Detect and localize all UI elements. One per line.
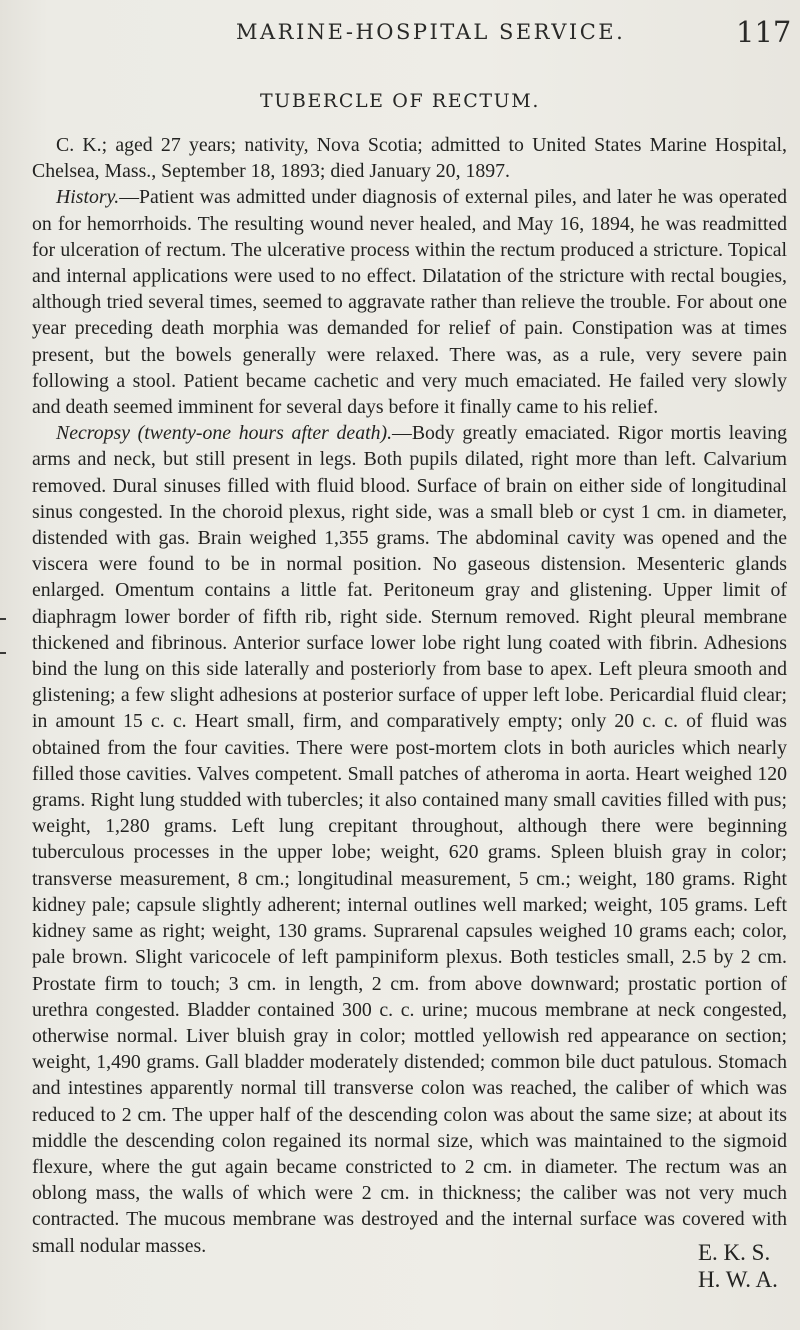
article-body [32, 132, 787, 1259]
signatures [698, 1239, 778, 1293]
necropsy-text: —Body greatly emaciated. Rigor mortis leaving arms and neck, but still present in legs. Both pupils dilated, right more than left. Calvarium removed. Dural sinuses filled with fluid blood. Surface of brain on either side of longitudinal sinus congested. In the choroid plexus, right side, was a small bleb or cyst 1 cm. in diameter, distended with gas. Brain weighed 1,355 grams. The abdominal cavity was opened and the viscera were found to be in normal position. No gaseous distension. Mesenteric glands enlarged. Omentum contains a little fat. Peritoneum gray and glistening. Upper limit of diaphragm lower border of fifth rib, right side. Sternum removed. Right pleural membrane thickened and fibrinous. Anterior surface lower lobe right lung coated with fibrin. Adhesions bind the lung on this side laterally and posteriorly from base to apex. Left pleura smooth and glistening; a few slight adhesions at posterior surface of upper left lobe. Pericardial fluid clear; in amount 15 c. c. Heart small, firm, and comparatively empty; only 20 c. c. of fluid was obtained from the four cavities. There were post-mortem clots in both auricles which nearly filled those cavities. Valves competent. Small patches of atheroma in aorta. Heart weighed 120 grams. Right lung studded with tubercles; it also contained many small cavities filled with pus; weight, 1,280 grams. Left lung crepitant throughout, although there were beginning tuberculous processes in the upper lobe; weight, 620 grams. Spleen bluish gray in color; transverse measurement, 8 cm.; longitudinal measurement, 5 cm.; weight, 180 grams. Right kidney pale; capsule slightly adherent; internal outlines well marked; weight, 105 grams. Left kidney same as right; weight, 130 grams. Suprarenal capsules weighed 10 grams each; color, pale brown. Slight varicocele of left pampiniform plexus. Both testicles small, 2.5 by 2 cm. Prostate firm to touch; 3 cm. in length, 2 cm. from above downward; prostatic portion of urethra congested. Bladder contained 300 c. c. urine; mucous membrane at neck congested, otherwise normal. Liver bluish gray in color; mottled yellowish red appearance on section; weight, 1,490 grams. Gall bladder moderately distended; common bile duct patulous. Stomach and intestines apparently normal till transverse colon was reached, the caliber of which was reduced to 2 cm. The upper half of the descending colon was about the same size; at about its middle the descending colon regained its normal size, which was maintained to the sigmoid flexure, where the gut again became constricted to 2 cm. in diameter. The rectum was an oblong mass, the walls of which were 2 cm. in thickness; the caliber was not very much contracted. The mucous membrane was destroyed and the internal surface was covered with small nodular masses. [32, 422, 787, 1257]
margin-mark [0, 652, 6, 654]
article-title: TUBERCLE OF RECTUM. [260, 90, 540, 112]
necropsy-label: Necropsy (twenty-one hours after death). [56, 422, 393, 445]
necropsy-paragraph [32, 420, 787, 1259]
running-head: MARINE-HOSPITAL SERVICE. [236, 20, 626, 44]
history-text: —Patient was admitted under diagnosis of external piles, and later he was operated on for hemorrhoids. The resulting wound never healed, and May 16, 1894, he was readmitted for ulceration of rectum. The ulcerative process within the rectum produced a stricture. Topical and internal applications were used to no effect. Dilatation of the stricture with rectal bougies, although tried several times, seemed to aggravate rather than relieve the trouble. For about one year preceding death morphia was demanded for relief of pain. Constipation was at times present, but the bowels generally were relaxed. There was, as a rule, very severe pain following a stool. Patient became cachetic and very much emaciated. He failed very slowly and death seemed imminent for several days before it finally came to his relief. [32, 186, 787, 419]
signature-1: E. K. S. [698, 1240, 771, 1265]
history-paragraph [32, 184, 787, 420]
page-number: 117 [736, 15, 792, 49]
margin-mark [0, 618, 6, 620]
case-header: C. K.; aged 27 years; nativity, Nova Scotia; admitted to United States Marine Hospital, Chelsea, Mass., September 18, 1893; died January 20, 1897. [32, 134, 787, 183]
history-label: History. [56, 186, 120, 209]
signature-2: H. W. A. [698, 1267, 778, 1292]
